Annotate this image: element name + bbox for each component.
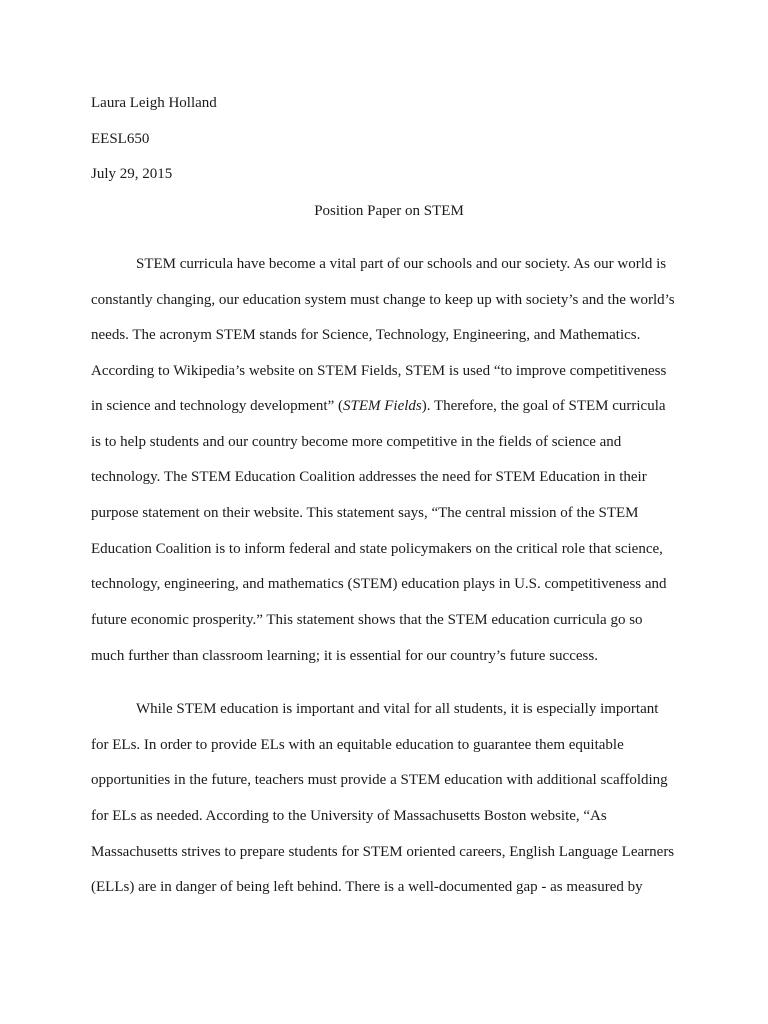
paragraph-2-line-4: for ELs as needed. According to the University of Massachusetts Boston website, “As (91, 808, 607, 824)
paper-title: Position Paper on STEM (314, 203, 464, 219)
paragraph-1-line-6: is to help students and our country become more competitive in the fields of science and (91, 434, 622, 450)
paragraph-1-line-1: STEM curricula have become a vital part of our schools and our society. As our world is (136, 256, 667, 272)
author-name: Laura Leigh Holland (91, 95, 217, 111)
stem-fields-citation: STEM Fields (343, 398, 422, 414)
paragraph-2-line-1: While STEM education is important and vital for all students, it is especially important (136, 701, 659, 717)
paragraph-1-line-4: According to Wikipedia’s website on STEM Fields, STEM is used “to improve competitiveness (91, 363, 667, 379)
paragraph-1-line-10: technology, engineering, and mathematics (STEM) education plays in U.S. competitiveness and (91, 576, 667, 592)
paragraph-1-line-11: future economic prosperity.” This statement shows that the STEM education curricula go so (91, 612, 643, 628)
paper-date: July 29, 2015 (91, 166, 173, 182)
paragraph-2-line-2: for ELs. In order to provide ELs with an equitable education to guarantee them equitable (91, 737, 624, 753)
paragraph-2-line-3: opportunities in the future, teachers must provide a STEM education with additional scaffolding (91, 772, 668, 788)
course-code: EESL650 (91, 131, 150, 147)
paragraph-1-line-5-part-2: ). Therefore, the goal of STEM curricula (421, 398, 666, 414)
paragraph-1-line-5 (91, 397, 666, 415)
paragraph-2-line-6: (ELLs) are in danger of being left behind. There is a well-documented gap - as measured by (91, 879, 643, 895)
paragraph-1-line-8: purpose statement on their website. This statement says, “The central mission of the STEM (91, 505, 639, 521)
paragraph-1-line-9: Education Coalition is to inform federal and state policymakers on the critical role that science, (91, 541, 663, 557)
paragraph-1-line-2: constantly changing, our education system must change to keep up with society’s and the world’s (91, 292, 675, 308)
paragraph-1-line-5-part-1: in science and technology development” ( (91, 398, 343, 414)
paragraph-2-line-5: Massachusetts strives to prepare students for STEM oriented careers, English Language Learners (91, 844, 675, 860)
paragraph-1-line-3: needs. The acronym STEM stands for Science, Technology, Engineering, and Mathematics. (91, 327, 641, 343)
paragraph-1-line-12: much further than classroom learning; it is essential for our country’s future success. (91, 648, 598, 664)
paragraph-1-line-7: technology. The STEM Education Coalition addresses the need for STEM Education in their (91, 469, 647, 485)
